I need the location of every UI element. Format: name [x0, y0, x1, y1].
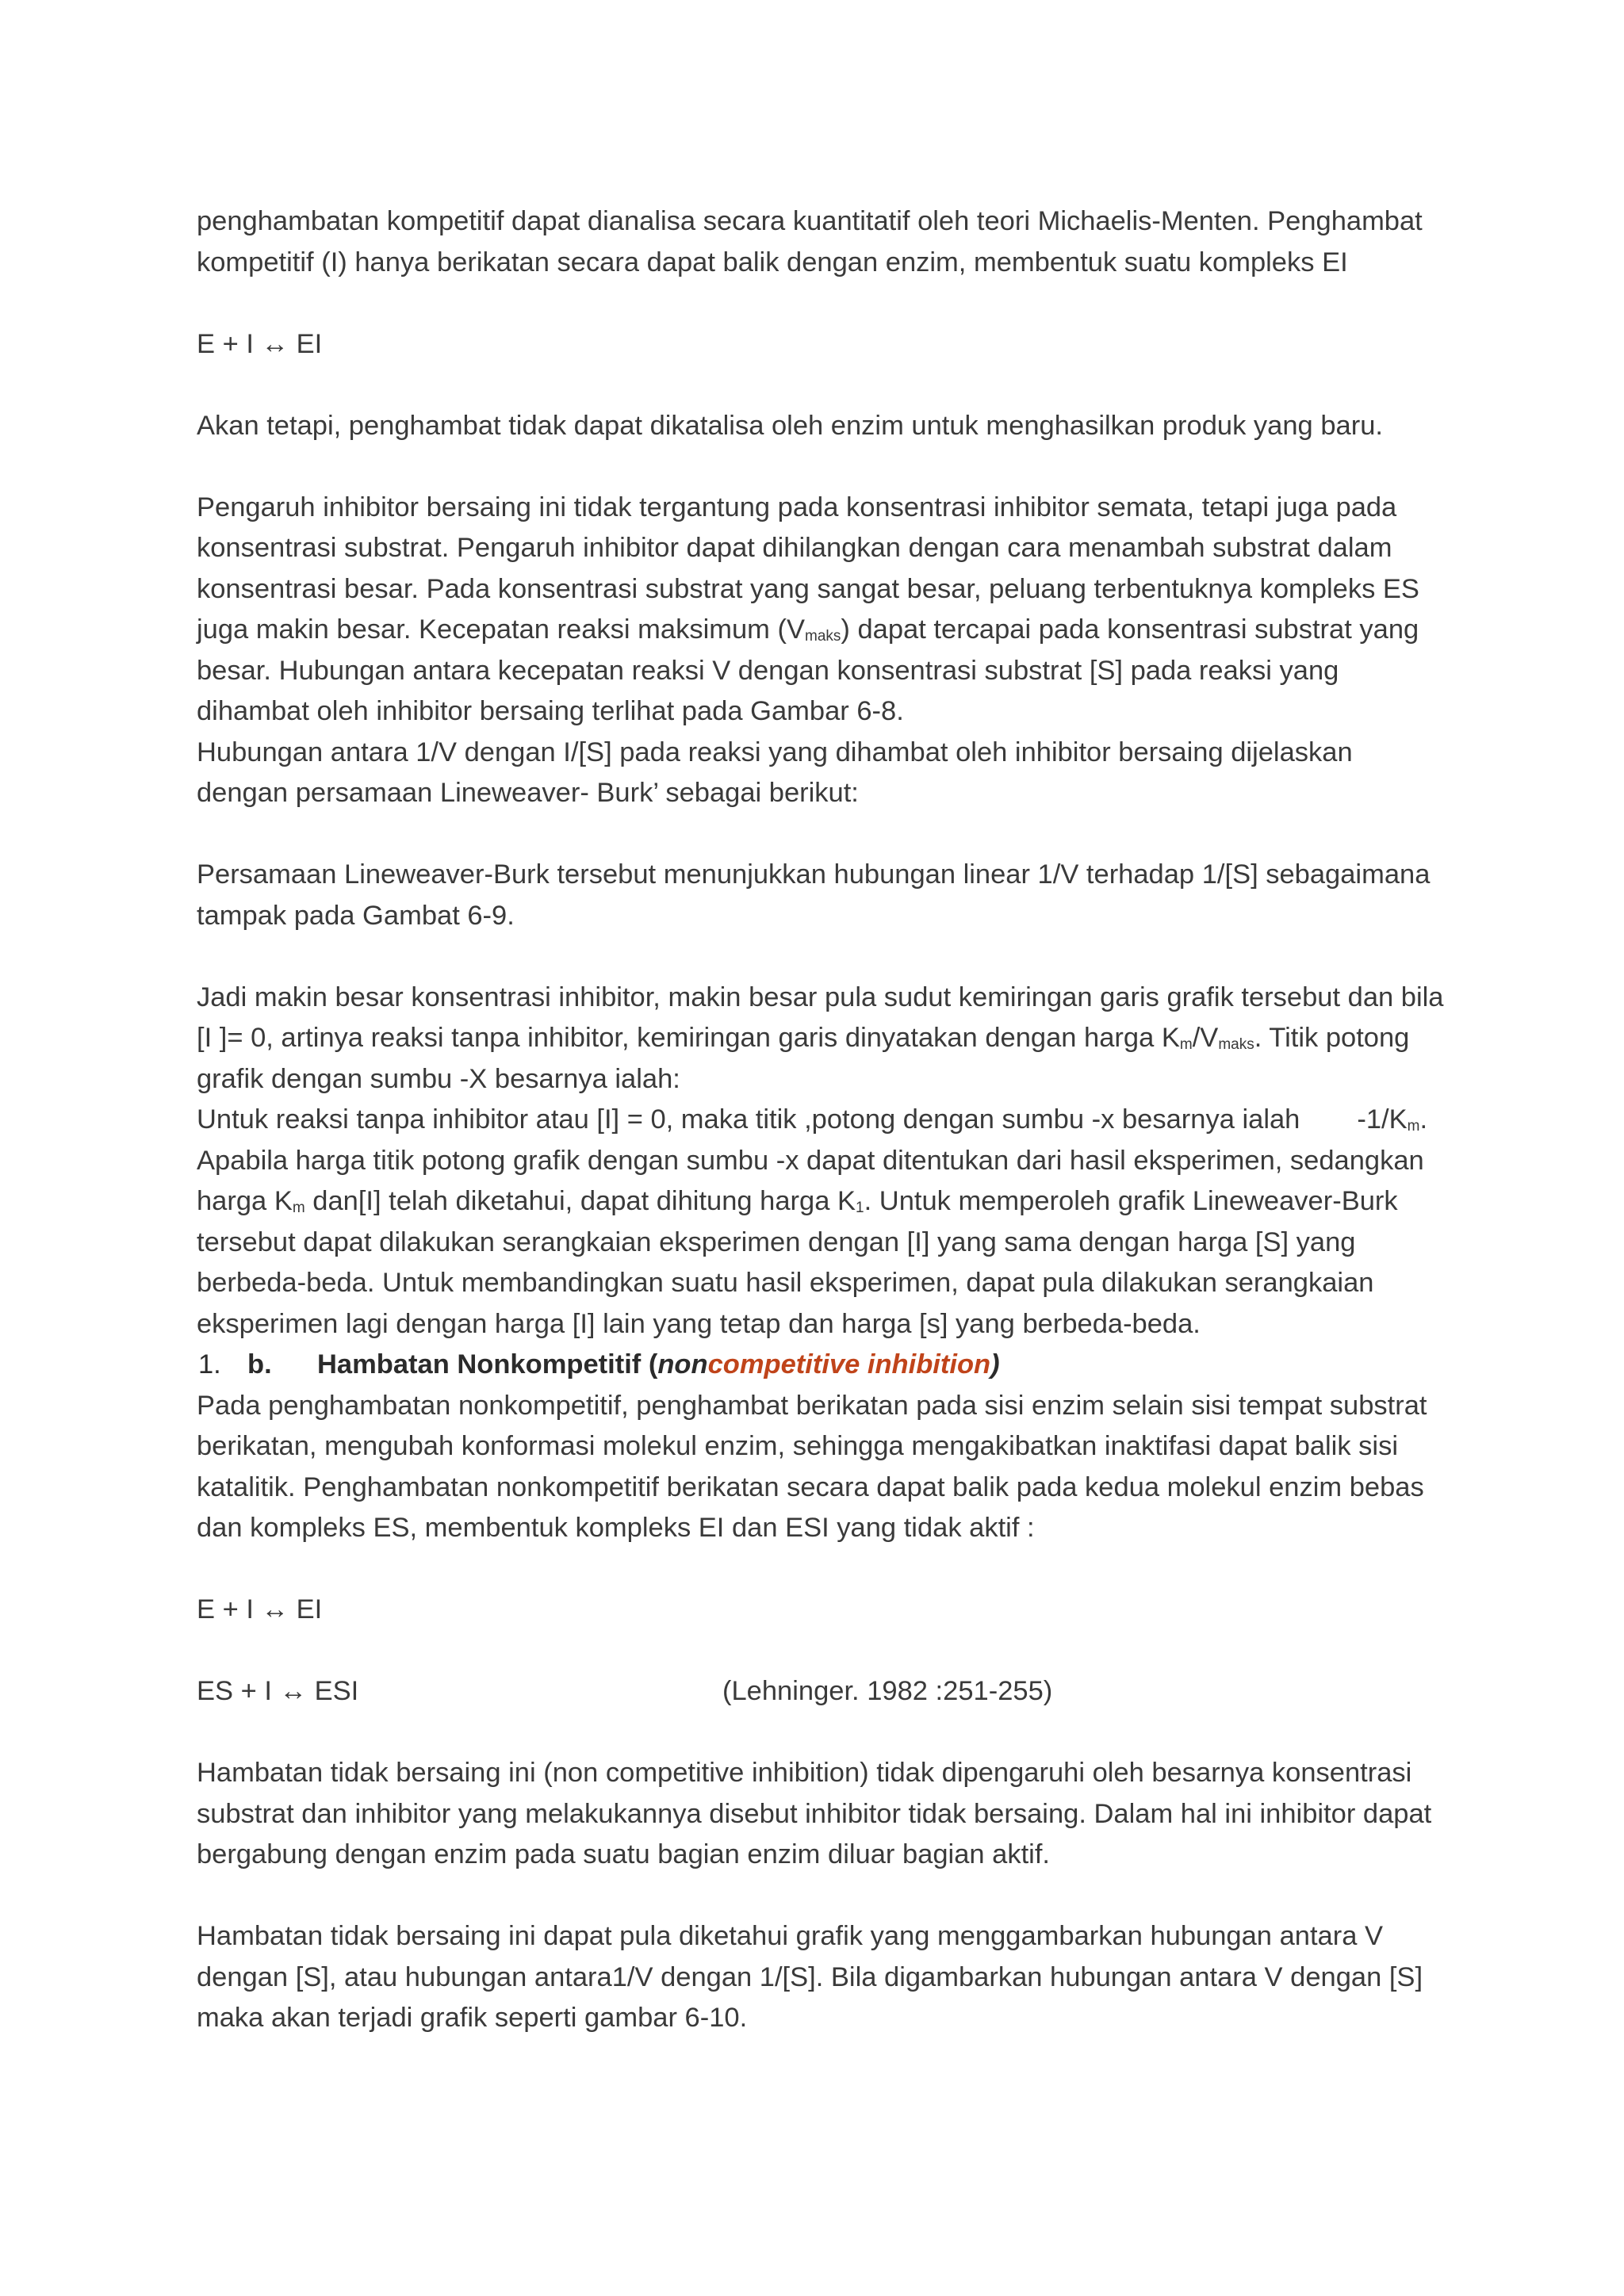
paragraph-1: penghambatan kompetitif dapat dianalisa secara kuantitatif oleh teori Michaelis-Menten. Penghambat kompetitif (I) hanya berikatan secara dapat balik dengan enzim, membentuk suatu kompleks EI	[197, 206, 1423, 277]
paragraph-3	[197, 488, 1450, 733]
paragraph-6-part-c: . Titik potong grafik dengan sumbu -X besarnya ialah:	[197, 1023, 1410, 1094]
document-page	[197, 201, 1450, 2039]
paragraph-10: Hambatan tidak bersaing ini (non competitive inhibition) tidak dipengaruhi oleh besarnya konsentrasi substrat dan inhibitor yang melakukannya disebut inhibitor tidak bersaing. Dalam hal ini inhibitor dapat bergabung dengan enzim pada suatu bagian enzim diluar bagian aktif.	[197, 1758, 1432, 1869]
heading-accent: competitive inhibition	[707, 1349, 991, 1380]
heading-number: 1.	[198, 1349, 221, 1380]
heading-accent-prefix: non	[657, 1349, 708, 1380]
paragraph-7-part-b: -1/K	[1357, 1104, 1408, 1135]
spacer	[197, 446, 1450, 488]
paragraph-6	[197, 978, 1450, 1100]
paragraph-3-part-b: ) dapat tercapai pada konsentrasi substrat yang besar. Hubungan antara kecepatan reaksi V dengan konsentrasi substrat [S] pada reaksi yang dihambat oleh inhibitor bersaing terlihat pada Gambar 6-8.	[197, 614, 1419, 726]
spacer	[197, 936, 1450, 978]
spacer	[197, 1549, 1450, 1590]
spacer	[197, 1712, 1450, 1754]
heading-close: )	[990, 1349, 1000, 1380]
equation-es-i-esi-line	[197, 1671, 1450, 1712]
paragraph-8-part-a: Apabila harga titik potong grafik dengan sumbu -x dapat ditentukan dari hasil eksperimen, sedangkan harga K	[197, 1145, 1424, 1216]
heading-letter: b.	[247, 1349, 272, 1380]
spacer	[197, 283, 1450, 324]
equation-es-i-esi: ES + I ↔ ESI	[197, 1676, 359, 1706]
paragraph-7-part-a: Untuk reaksi tanpa inhibitor atau [I] = 0, maka titik ,potong dengan sumbu -x besarnya ialah	[197, 1104, 1300, 1135]
spacer	[197, 1876, 1450, 1917]
citation-reference: (Lehninger. 1982 :251-255)	[722, 1676, 1053, 1706]
spacer	[197, 814, 1450, 855]
paragraph-5: Persamaan Lineweaver-Burk tersebut menunjukkan hubungan linear 1/V terhadap 1/[S] sebagaimana tampak pada Gambat 6-9.	[197, 859, 1431, 931]
spacer	[197, 365, 1450, 406]
paragraph-4: Hubungan antara 1/V dengan I/[S] pada reaksi yang dihambat oleh inhibitor bersaing dijelaskan dengan persamaan Lineweaver- Burk’ sebagai berikut:	[197, 737, 1353, 808]
paragraph-2: Akan tetapi, penghambat tidak dapat dikatalisa oleh enzim untuk menghasilkan produk yang baru.	[197, 410, 1383, 441]
subscript-1: 1	[856, 1200, 864, 1216]
equation-e-i-ei-2: E + I ↔ EI	[197, 1594, 323, 1624]
paragraph-7-part-c: .	[1419, 1104, 1428, 1135]
subscript-m: m	[1179, 1036, 1193, 1053]
heading-text: Hambatan Nonkompetitif (	[317, 1349, 658, 1380]
spacer	[197, 1631, 1450, 1672]
paragraph-9: Pada penghambatan nonkompetitif, penghambat berikatan pada sisi enzim selain sisi tempat substrat berikatan, mengubah konformasi molekul enzim, sehingga mengakibatkan inaktifasi dapat balik sisi katalitik. Penghambatan nonkompetitif berikatan secara dapat balik pada kedua molekul enzim bebas dan kompleks ES, membentuk kompleks EI dan ESI yang tidak aktif :	[197, 1390, 1427, 1543]
paragraph-11: Hambatan tidak bersaing ini dapat pula diketahui grafik yang menggambarkan hubungan antara V dengan [S], atau hubungan antara1/V dengan 1/[S]. Bila digambarkan hubungan antara V dengan [S] maka akan terjadi grafik seperti gambar 6-10.	[197, 1921, 1423, 2033]
subscript-maks: maks	[805, 628, 841, 645]
paragraph-8	[197, 1141, 1450, 1345]
paragraph-8-part-b: dan[I] telah diketahui, dapat dihitung harga K	[304, 1186, 856, 1216]
section-heading	[197, 1345, 1450, 1386]
paragraph-6-part-a: Jadi makin besar konsentrasi inhibitor, makin besar pula sudut kemiringan garis grafik tersebut dan bila [I ]= 0, artinya reaksi tanpa inhibitor, kemiringan garis dinyatakan dengan harga K	[197, 982, 1444, 1053]
paragraph-3-part-a: Pengaruh inhibitor bersaing ini tidak tergantung pada konsentrasi inhibitor semata, tetapi juga pada konsentrasi substrat. Pengaruh inhibitor dapat dihilangkan dengan cara menambah substrat dalam konsentrasi besar. Pada konsentrasi substrat yang sangat besar, peluang terbentuknya kompleks ES juga makin besar. Kecepatan reaksi maksimum (V	[197, 492, 1419, 645]
subscript-m: m	[1407, 1118, 1420, 1135]
equation-e-i-ei: E + I ↔ EI	[197, 328, 323, 359]
paragraph-6-part-b: /V	[1192, 1023, 1219, 1053]
subscript-maks: maks	[1218, 1036, 1254, 1053]
paragraph-8-part-c: . Untuk memperoleh grafik Lineweaver-Burk tersebut dapat dilakukan serangkaian eksperimen dengan [I] yang sama dengan harga [S] yang berbeda-beda. Untuk membandingkan suatu hasil eksperimen, dapat pula dilakukan serangkaian eksperimen lagi dengan harga [I] lain yang tetap dan harga [s] yang berbeda-beda.	[197, 1186, 1398, 1339]
subscript-m: m	[292, 1200, 305, 1216]
paragraph-7	[197, 1100, 1450, 1141]
